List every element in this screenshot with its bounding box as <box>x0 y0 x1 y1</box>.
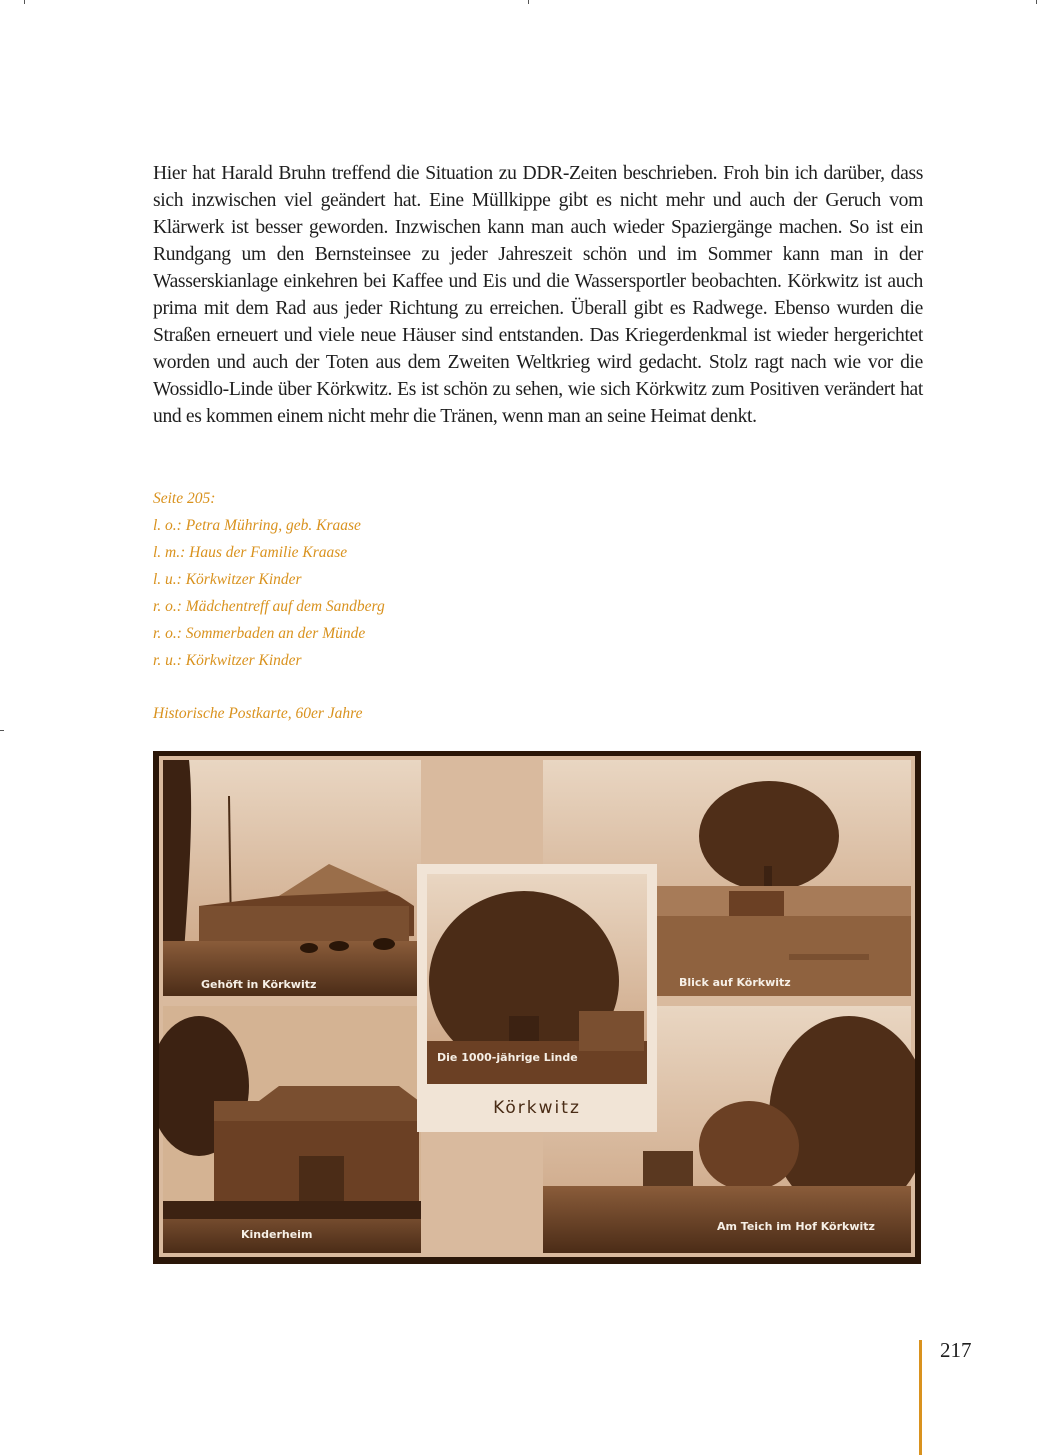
panel-childrens-home <box>159 1006 421 1253</box>
panel-label-linden: Die 1000-jährige Linde <box>437 1051 578 1064</box>
postcard-illustration <box>159 756 915 1257</box>
panel-label-childrens-home: Kinderheim <box>241 1228 313 1241</box>
crop-mark-middle-left <box>0 730 4 731</box>
panel-label-village-view: Blick auf Körkwitz <box>679 976 791 989</box>
panel-linden-tree <box>417 864 657 1132</box>
caption-heading: Seite 205: <box>153 490 216 507</box>
body-paragraph: Hier hat Harald Bruhn treffend die Situation zu DDR-Zeiten beschrieben. Froh bin ich darüber, dass sich inzwischen viel geändert hat. Eine Müllkippe gibt es nicht mehr und auch der Geruch vom Klärwerk ist besser geworden. Inzwischen kann man auch wieder Spaziergänge machen. So ist ein Rundgang um den Bernsteinsee zu jeder Jahreszeit schön und im Sommer kann man in der Wasserskianlage einkehren bei Kaffee und Eis und die Wassersportler beobachten. Körkwitz ist auch prima mit dem Rad aus jeder Richtung zu erreichen. Überall gibt es Radwege. Ebenso wurden die Straßen erneuert und viele neue Häuser sind entstanden. Das Kriegerdenkmal ist wieder hergerichtet worden und auch der Toten aus dem Zweiten Weltkrieg wird gedacht. Stolz ragt nach wie vor die Wossidlo-Linde über Körkwitz. Es ist schön zu sehen, wie sich Körkwitz zum Positiven verändert hat und es kommen einem nicht mehr die Tränen, wenn man an seine Heimat denkt. <box>153 163 923 427</box>
caption-item: r. o.: Mädchentreff auf dem Sandberg <box>153 598 385 615</box>
postcard-image <box>153 751 921 1264</box>
crop-mark-top-left <box>24 0 25 4</box>
photo-captions <box>153 485 553 674</box>
panel-label-pond: Am Teich im Hof Körkwitz <box>717 1220 875 1233</box>
page-number-bar <box>919 1340 922 1455</box>
caption-item: l. o.: Petra Mühring, geb. Kraase <box>153 517 361 534</box>
postcard-caption: Historische Postkarte, 60er Jahre <box>153 705 363 722</box>
panel-farmstead <box>163 760 421 996</box>
caption-item: l. m.: Haus der Familie Kraase <box>153 544 348 561</box>
caption-item: r. u.: Körkwitzer Kinder <box>153 652 302 669</box>
panel-label-farmstead: Gehöft in Körkwitz <box>201 978 317 991</box>
postcard-collage <box>159 756 915 1257</box>
caption-item: l. u.: Körkwitzer Kinder <box>153 571 302 588</box>
caption-item: r. o.: Sommerbaden an der Münde <box>153 625 366 642</box>
crop-mark-top-right <box>1036 0 1037 4</box>
page-number: 217 <box>940 1338 972 1362</box>
crop-mark-top-center <box>528 0 529 4</box>
postcard-title: Körkwitz <box>493 1098 581 1118</box>
